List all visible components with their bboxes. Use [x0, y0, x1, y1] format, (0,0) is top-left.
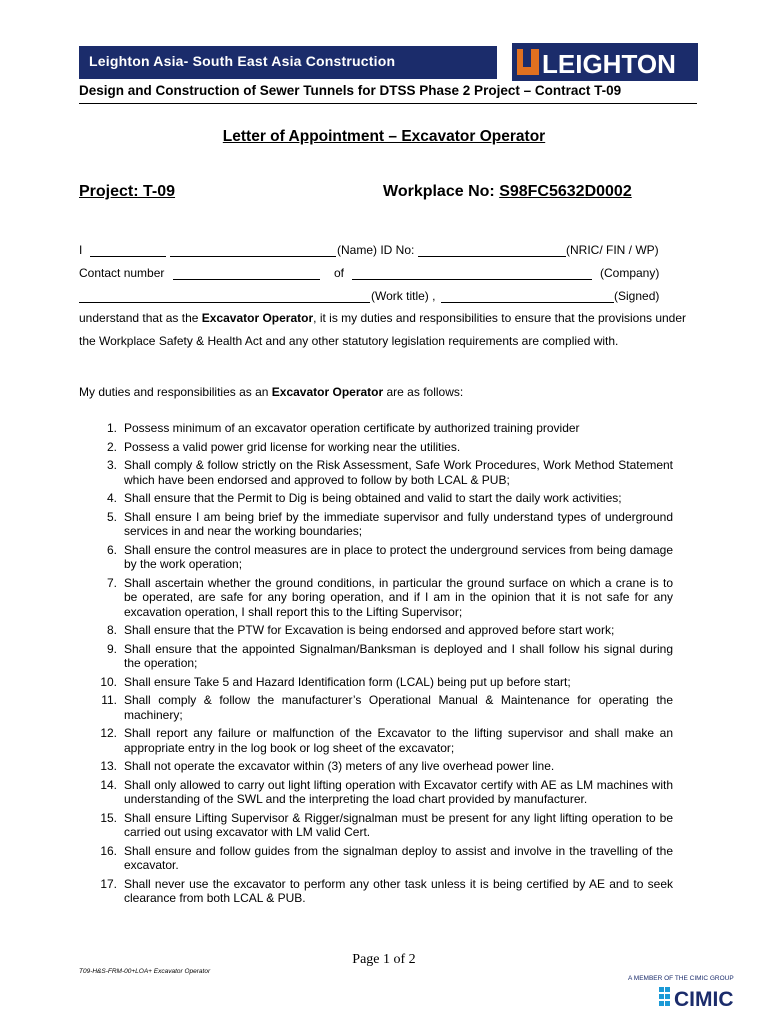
contact-blank[interactable] [173, 279, 320, 280]
duty-item [79, 543, 673, 572]
duties-intro: My duties and responsibilities as an Excavator Operator are as follows: [79, 385, 464, 399]
duty-text: Shall ensure I am being brief by the immediate supervisor and fully understand types of underground services in and near the working boundaries; [124, 509, 673, 538]
duty-item [79, 510, 673, 539]
cimic-logo [658, 984, 738, 1010]
duty-text: Possess a valid power grid license for working near the utilities. [124, 439, 461, 454]
logo-text: LEIGHTON [542, 49, 676, 79]
duty-number: 5. [106, 509, 117, 524]
work-title-blank[interactable] [79, 302, 370, 303]
duty-item [79, 877, 673, 906]
duty-text: Shall ensure that the appointed Signalman/Banksman is deployed and I shall follow his signal during the operation; [124, 641, 673, 670]
duty-item [79, 675, 673, 690]
duty-text: Shall ensure that the Permit to Dig is being obtained and valid to start the daily work activities; [124, 491, 622, 505]
duty-text: Shall never use the excavator to perform any other task unless it is being certified by AE and to seek clearance from both LCAL & PUB. [124, 876, 673, 905]
duty-number: 12. [100, 726, 117, 740]
duty-text: Shall ascertain whether the ground conditions, in particular the ground surface on which a crane is to be operated, are safe for any boring operation, and if I am in the opinion that it is not safe for any excavation operation, I shall report this to the Lifting Supervisor; [124, 575, 673, 619]
duty-number: 9. [106, 641, 117, 656]
i-label: I [79, 243, 83, 257]
name-blank-1[interactable] [90, 256, 166, 257]
duty-item [79, 642, 673, 671]
duty-number: 11. [101, 693, 117, 707]
duty-number: 6. [106, 542, 117, 557]
role-name: Excavator Operator [271, 385, 384, 399]
organization-banner [79, 46, 497, 79]
duty-number: 1. [106, 421, 117, 435]
duty-text: Shall ensure Take 5 and Hazard Identification form (LCAL) being put up before start; [124, 674, 571, 689]
duty-number: 8. [106, 623, 117, 637]
duty-text: Shall only allowed to carry out light lifting operation with Excavator certify with AE as LM machines with understanding of the SWL and the interpreting the load chart provided by manufacturer. [124, 777, 673, 806]
duty-item [79, 576, 673, 620]
id-blank[interactable] [418, 256, 566, 257]
duty-number: 4. [106, 491, 117, 505]
duty-item [79, 458, 673, 487]
header-divider [79, 103, 697, 104]
cimic-logo-text: CIMIC [674, 988, 734, 1010]
duty-number: 3. [106, 458, 117, 472]
company-blank[interactable] [352, 279, 592, 280]
duty-text: Shall ensure and follow guides from the signalman deploy to assist and involve in the travelling of the excavator. [124, 843, 673, 872]
duties-list [79, 421, 673, 910]
duty-item [79, 778, 673, 807]
company-label: (Company) [600, 266, 660, 280]
workplace-number [383, 183, 632, 201]
of-label: of [334, 266, 345, 280]
duty-text: Shall not operate the excavator within (3) meters of any live overhead power line. [124, 759, 555, 773]
name-label: (Name) ID No: [337, 243, 415, 257]
duty-number: 10. [100, 674, 117, 689]
duty-text: Shall ensure the control measures are in place to protect the underground services from being damage by the work operation; [124, 542, 673, 571]
duty-item [79, 811, 673, 840]
letter-title: Letter of Appointment – Excavator Operator [222, 128, 546, 145]
duty-number: 14. [100, 777, 117, 792]
name-blank-2[interactable] [170, 256, 336, 257]
duty-item [79, 421, 673, 436]
leighton-logo [512, 43, 698, 81]
project-label: Project: T-09 [79, 183, 176, 200]
duty-text: Shall report any failure or malfunction of the Excavator to the lifting supervisor and shall make an appropriate entry in the log book or log sheet of the excavator; [124, 726, 673, 755]
nric-label: (NRIC/ FIN / WP) [566, 243, 659, 257]
page-number: Page 1 of 2 [352, 952, 416, 967]
workplace-label: Workplace No: [383, 183, 495, 200]
duty-text: Shall ensure that the PTW for Excavation is being endorsed and approved before start work; [124, 623, 615, 637]
duty-number: 7. [106, 575, 117, 590]
duty-number: 15. [100, 810, 117, 825]
workplace-value: S98FC5632D0002 [499, 183, 632, 200]
organization-name: Leighton Asia- South East Asia Construction [89, 53, 396, 69]
cimic-tagline: A MEMBER OF THE CIMIC GROUP [628, 975, 734, 982]
duty-item [79, 693, 673, 722]
duty-item [79, 726, 673, 755]
duty-number: 17. [100, 876, 117, 891]
contact-label: Contact number [79, 266, 165, 280]
duty-text: Possess minimum of an excavator operation certificate by authorized training provider [124, 421, 580, 435]
duty-text: Shall comply & follow the manufacturer’s Operational Manual & Maintenance for operating the machinery; [124, 693, 673, 722]
project-subtitle: Design and Construction of Sewer Tunnels for DTSS Phase 2 Project – Contract T-09 [79, 83, 622, 98]
duty-number: 13. [100, 759, 117, 773]
duty-text: Shall ensure Lifting Supervisor & Rigger/signalman must be present for any light lifting operation to be carried out using excavator with LM valid Cert. [124, 810, 673, 839]
duty-item [79, 491, 673, 506]
duty-item [79, 440, 673, 455]
duty-number: 2. [106, 439, 117, 454]
duty-item [79, 844, 673, 873]
intro-paragraph: understand that as the Excavator Operator, it is my duties and responsibilities to ensure that the provisions under the Workplace Safety & Health Act and any other statutory legislation requirements are complied with. [79, 311, 687, 348]
document-code: T09-H&S-FRM-00+LOA+ Excavator Operator [79, 968, 211, 975]
role-name: Excavator Operator [201, 311, 314, 325]
duty-item [79, 623, 673, 638]
duty-item [79, 759, 673, 774]
duty-number: 16. [100, 843, 117, 858]
signature-blank[interactable] [441, 302, 614, 303]
duty-text: Shall comply & follow strictly on the Risk Assessment, Safe Work Procedures, Work Method Statement which have been endorsed and approved to follow by both LCAL & PUB; [124, 458, 673, 487]
signed-label: (Signed) [614, 289, 660, 303]
work-title-label: (Work title) , [371, 289, 436, 303]
